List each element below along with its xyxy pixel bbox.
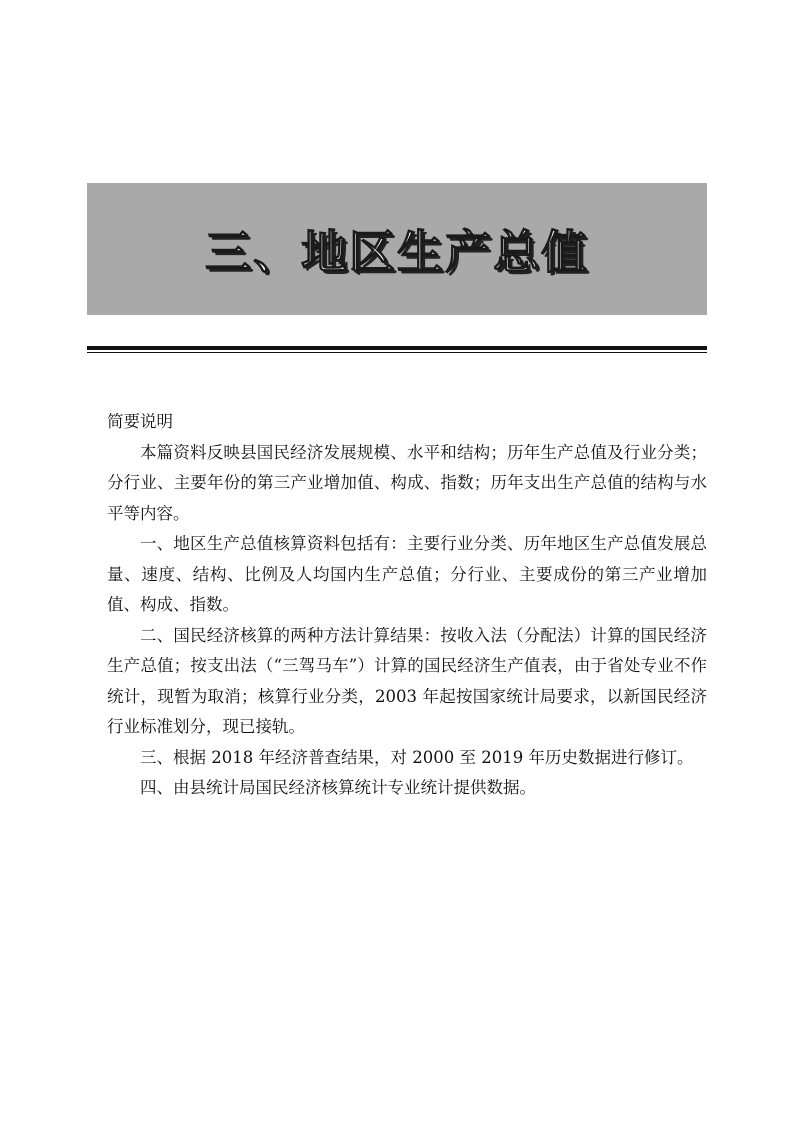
paragraph-item-2: 二、国民经济核算的两种方法计算结果：按收入法（分配法）计算的国民经济生产总值；按支出法（“三驾马车”）计算的国民经济生产值表，由于省处专业不作统计，现暂为取消；核算行业分类，2003 年起按国家统计局要求，以新国民经济行业标准划分，现已接轨。 (107, 625, 707, 736)
section-heading: 简要说明 (107, 412, 173, 431)
title-divider-thin (87, 352, 707, 353)
paragraph-item-1: 一、地区生产总值核算资料包括有：主要行业分类、历年地区生产总值发展总量、速度、结构、比例及人均国内生产总值；分行业、主要成份的第三产业增加值、构成、指数。 (107, 534, 707, 614)
paragraph-intro: 本篇资料反映县国民经济发展规模、水平和结构；历年生产总值及行业分类；分行业、主要年份的第三产业增加值、构成、指数；历年支出生产总值的结构与水平等内容。 (107, 442, 707, 523)
paragraph-item-4: 四、由县统计局国民经济核算统计专业统计提供数据。 (140, 778, 536, 797)
page-title: 三、地区生产总值 (205, 225, 589, 279)
title-divider-thick (87, 346, 707, 350)
title-banner (87, 183, 707, 315)
paragraph-item-3: 三、根据 2018 年经济普查结果，对 2000 至 2019 年历史数据进行修订。 (140, 747, 694, 767)
document-body (107, 407, 707, 804)
